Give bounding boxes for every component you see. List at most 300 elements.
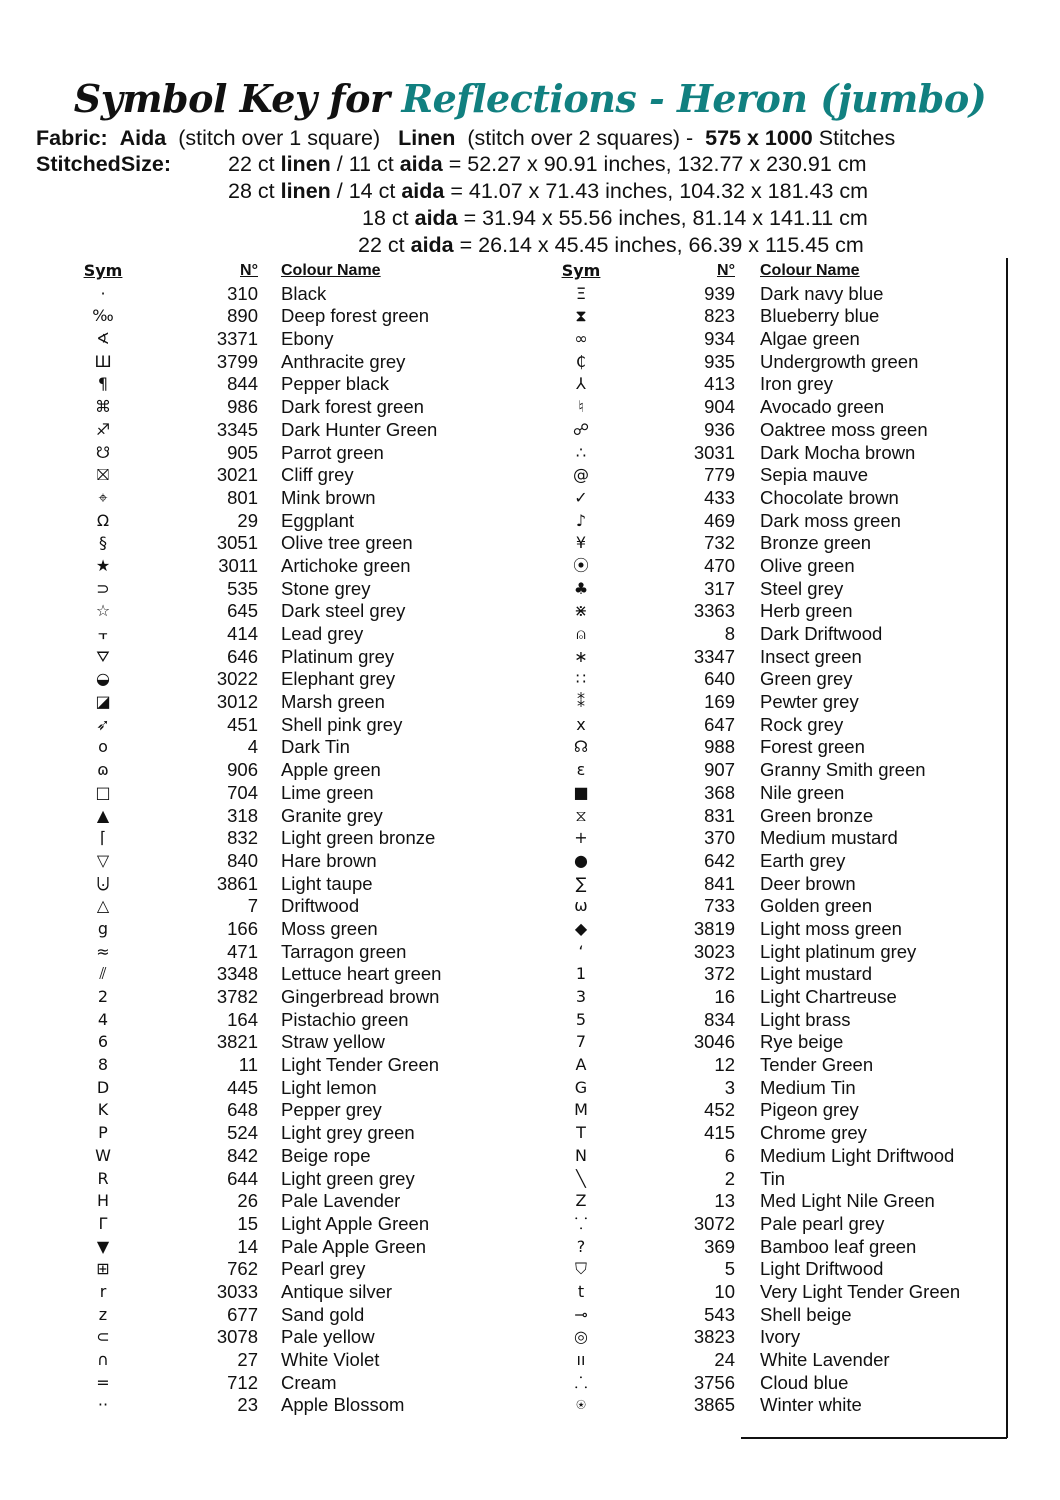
table-row	[70, 1372, 530, 1395]
symbol-icon: ₵	[575, 351, 587, 371]
border-line-horizontal	[741, 1437, 1007, 1439]
thread-number: 415	[704, 1122, 735, 1144]
fabric-linen-note: (stitch over 2 squares) -	[467, 126, 694, 150]
stitched-size-line	[228, 152, 866, 177]
thread-number: 317	[704, 577, 735, 599]
thread-number: 23	[237, 1394, 258, 1416]
colour-name: Pewter grey	[760, 691, 859, 713]
table-row	[70, 827, 530, 850]
colour-name: Dark Mocha brown	[760, 441, 916, 463]
symbol-icon: T	[576, 1123, 586, 1143]
symbol-icon: ⸫	[574, 1372, 588, 1392]
table-row	[70, 396, 530, 419]
table-row	[70, 1168, 530, 1191]
symbol-icon: g	[97, 918, 109, 938]
table-row	[70, 714, 530, 737]
symbol-icon: G	[574, 1077, 588, 1097]
colour-name: Undergrowth green	[760, 350, 919, 372]
table-row	[548, 918, 1008, 941]
symbol-icon: M	[574, 1100, 588, 1120]
table-row	[548, 1099, 1008, 1122]
thread-number: 936	[704, 418, 735, 440]
thread-number: 4	[247, 736, 258, 758]
table-row	[70, 1394, 530, 1417]
colour-name: Chrome grey	[760, 1122, 867, 1144]
colour-name: Pale Lavender	[281, 1190, 401, 1212]
table-row	[70, 623, 530, 646]
thread-number: 3022	[216, 668, 258, 690]
symbol-icon: ☆	[95, 601, 111, 621]
colour-name: Pearl grey	[281, 1258, 366, 1280]
symbol-icon: ⌘	[95, 397, 111, 417]
thread-number: 3821	[216, 1031, 258, 1053]
colour-name: Tarragon green	[281, 940, 407, 962]
colour-name: Tender Green	[760, 1054, 874, 1076]
colour-name: Golden green	[760, 895, 873, 917]
table-row	[548, 373, 1008, 396]
thread-number: 712	[227, 1371, 258, 1393]
thread-number: 644	[227, 1167, 258, 1189]
thread-number: 433	[704, 486, 735, 508]
table-row	[548, 1281, 1008, 1304]
table-row	[548, 873, 1008, 896]
table-row	[70, 963, 530, 986]
table-row	[70, 1145, 530, 1168]
table-header	[70, 260, 530, 283]
colour-name: Granite grey	[281, 804, 383, 826]
thread-number: 3	[724, 1076, 735, 1098]
thread-number: 24	[714, 1349, 735, 1370]
symbol-icon: ∞	[574, 329, 588, 349]
thread-number: 12	[714, 1054, 735, 1076]
symbol-icon: ♮	[578, 397, 584, 417]
thread-number: 906	[227, 759, 258, 781]
thread-number: 11	[238, 1054, 258, 1076]
table-row	[70, 373, 530, 396]
symbol-icon: 5	[575, 1009, 587, 1029]
colour-name: Anthracite grey	[281, 350, 406, 372]
table-row	[70, 941, 530, 964]
symbol-icon: ⊸	[574, 1304, 588, 1324]
colour-name: Marsh green	[281, 691, 385, 713]
symbol-icon: R	[97, 1168, 109, 1188]
thread-number: 27	[237, 1349, 258, 1370]
table-row	[548, 1236, 1008, 1259]
colour-name: Chocolate brown	[760, 486, 899, 508]
colour-name: Dark Tin	[281, 736, 350, 758]
symbol-icon: 1	[575, 964, 587, 984]
symbol-table-right	[548, 260, 1008, 1417]
count: 18 ct	[362, 206, 409, 230]
thread-number: 640	[704, 668, 735, 690]
table-row	[548, 487, 1008, 510]
table-row	[548, 1372, 1008, 1395]
table-row	[70, 510, 530, 533]
thread-number: 3799	[216, 350, 258, 372]
symbol-icon: H	[96, 1191, 110, 1211]
symbol-icon: ıı	[576, 1350, 586, 1369]
thread-number: 3072	[693, 1212, 735, 1234]
header-sym: Sym	[561, 261, 601, 280]
thread-number: 3078	[216, 1326, 258, 1348]
thread-number: 15	[237, 1212, 258, 1234]
table-row	[70, 850, 530, 873]
table-row	[70, 805, 530, 828]
table-row	[548, 1258, 1008, 1281]
thread-number: 10	[714, 1280, 735, 1302]
symbol-icon: ⌈	[99, 828, 107, 848]
colour-name: Dark Driftwood	[760, 623, 883, 644]
thread-number: 471	[227, 940, 258, 962]
symbol-table-left	[70, 260, 530, 1417]
table-row	[548, 351, 1008, 374]
table-row	[70, 668, 530, 691]
colour-name: Insect green	[760, 645, 862, 667]
symbol-icon: ≈	[96, 941, 110, 961]
colour-name: Shell pink grey	[281, 713, 403, 735]
symbol-icon: ∗	[574, 646, 588, 666]
table-row	[70, 442, 530, 465]
table-row	[548, 941, 1008, 964]
table-row	[548, 782, 1008, 805]
symbol-icon: ◆	[574, 918, 588, 938]
fabric-name: aida	[399, 152, 443, 176]
colour-name: Moss green	[281, 917, 378, 939]
symbol-icon: ω	[574, 896, 588, 916]
size-value: = 52.27 x 90.91 inches, 132.77 x 230.91 cm	[448, 152, 867, 176]
colour-name: Medium mustard	[760, 827, 898, 849]
symbol-icon: ⧗	[575, 306, 587, 326]
thread-number: 645	[227, 600, 258, 622]
symbol-icon: ⅄	[576, 374, 586, 394]
colour-name: Light green grey	[281, 1167, 415, 1189]
symbol-icon: ⦿	[572, 555, 589, 575]
colour-name: Very Light Tender Green	[760, 1280, 961, 1302]
table-row	[548, 1190, 1008, 1213]
symbol-icon: @	[573, 465, 589, 485]
symbol-icon: 7	[575, 1032, 587, 1052]
symbol-icon: ⫽	[99, 964, 107, 984]
table-row	[548, 532, 1008, 555]
table-row	[548, 963, 1008, 986]
thread-number: 3782	[216, 986, 258, 1007]
colour-name: Light lemon	[281, 1076, 377, 1098]
symbol-icon: ⋇	[574, 601, 588, 621]
symbol-icon: ɷ	[97, 760, 109, 780]
colour-name: Deer brown	[760, 872, 856, 894]
table-row	[70, 464, 530, 487]
count: 22 ct	[358, 233, 405, 257]
colour-name: Beige rope	[281, 1144, 371, 1166]
thread-number: 832	[227, 827, 258, 849]
fabric-label: Fabric:	[36, 126, 108, 150]
thread-number: 5	[724, 1258, 735, 1280]
colour-name: Light Driftwood	[760, 1258, 884, 1280]
symbol-icon: ⊃	[96, 578, 110, 598]
thread-number: 3023	[693, 940, 735, 962]
colour-name: Stone grey	[281, 577, 371, 599]
symbol-icon: Z	[575, 1191, 587, 1211]
thread-number: 445	[227, 1076, 258, 1098]
colour-name: Blueberry blue	[760, 305, 880, 327]
table-row	[70, 646, 530, 669]
count: 22 ct	[228, 152, 275, 176]
colour-name: Shell beige	[760, 1303, 852, 1325]
table-row	[548, 736, 1008, 759]
colour-name: Platinum grey	[281, 645, 395, 667]
colour-name: Sepia mauve	[760, 464, 868, 486]
colour-name: Eggplant	[281, 509, 355, 531]
symbol-icon: ⊞	[96, 1259, 110, 1279]
header-sym: Sym	[83, 261, 123, 280]
colour-name: Algae green	[760, 328, 860, 350]
colour-name: Mink brown	[281, 486, 376, 508]
thread-number: 704	[227, 781, 258, 803]
thread-number: 164	[227, 1008, 258, 1030]
table-row	[548, 895, 1008, 918]
table-row	[70, 1054, 530, 1077]
table-row	[70, 487, 530, 510]
thread-number: 823	[704, 305, 735, 327]
colour-name: Herb green	[760, 600, 853, 622]
border-line-vertical	[1006, 258, 1008, 1438]
colour-name: Dark Hunter Green	[281, 418, 438, 440]
stitch-count: 575 x 1000	[705, 126, 813, 150]
size-value: = 26.14 x 45.45 inches, 66.39 x 115.45 cm	[459, 233, 864, 257]
thread-number: 524	[227, 1122, 258, 1144]
symbol-icon: r	[99, 1281, 107, 1301]
stitched-size-line	[358, 233, 864, 258]
symbol-icon: 2	[97, 987, 109, 1006]
table-row	[548, 759, 1008, 782]
thread-number: 370	[704, 827, 735, 849]
table-row	[70, 1326, 530, 1349]
symbol-icon: +	[574, 828, 588, 848]
colour-name: Light Chartreuse	[760, 986, 897, 1007]
table-row	[548, 827, 1008, 850]
header-colour-name: Colour Name	[281, 262, 381, 279]
symbol-icon: ɛ	[576, 760, 586, 780]
stitched-size-line	[228, 179, 868, 204]
symbol-icon: 8	[97, 1055, 109, 1075]
symbol-icon: ➶	[96, 714, 110, 734]
colour-name: Dark forest green	[281, 396, 424, 418]
table-row	[548, 464, 1008, 487]
colour-name: Dark navy blue	[760, 282, 884, 304]
stitched-size-line	[362, 206, 868, 231]
symbol-icon: Ω	[96, 510, 110, 530]
colour-name: Earth grey	[760, 849, 846, 871]
table-row	[70, 600, 530, 623]
colour-name: Pale pearl grey	[760, 1212, 885, 1234]
thread-number: 642	[704, 849, 735, 871]
thread-number: 907	[704, 759, 735, 781]
table-row	[70, 1077, 530, 1100]
table-row	[548, 555, 1008, 578]
colour-name: Tin	[760, 1167, 786, 1189]
colour-name: Olive green	[760, 554, 855, 576]
colour-name: Pepper black	[281, 373, 389, 395]
symbol-icon: §	[99, 533, 107, 553]
fabric-info	[36, 126, 895, 151]
symbol-icon: P	[98, 1123, 108, 1143]
table-row	[548, 442, 1008, 465]
colour-name: Deep forest green	[281, 305, 430, 327]
thread-number: 14	[237, 1235, 258, 1257]
colour-name: Gingerbread brown	[281, 986, 440, 1007]
symbol-icon: =	[96, 1372, 110, 1392]
colour-name: Pepper grey	[281, 1099, 382, 1121]
colour-name: Cloud blue	[760, 1371, 849, 1393]
fabric-aida-note: (stitch over 1 square)	[178, 126, 381, 150]
thread-number: 935	[704, 350, 735, 372]
table-row	[70, 1236, 530, 1259]
table-row	[548, 1213, 1008, 1236]
symbol-icon: ·	[100, 283, 106, 303]
thread-number: 890	[227, 305, 258, 327]
symbol-icon: N	[575, 1145, 587, 1165]
table-row	[70, 782, 530, 805]
thread-number: 988	[704, 736, 735, 758]
colour-name: Green grey	[760, 668, 853, 690]
symbol-icon: W	[95, 1145, 111, 1165]
table-row	[70, 1349, 530, 1372]
colour-name: Granny Smith green	[760, 759, 926, 781]
title-prefix: Symbol Key for	[73, 76, 390, 121]
thread-number: 3046	[693, 1031, 735, 1053]
thread-number: 3756	[693, 1371, 735, 1393]
thread-number: 986	[227, 396, 258, 418]
thread-number: 2	[724, 1167, 735, 1189]
symbol-icon: ⁑	[577, 692, 585, 712]
symbol-icon: ◒	[96, 669, 110, 689]
table-row	[548, 578, 1008, 601]
thread-number: 7	[247, 895, 258, 917]
size-value: = 31.94 x 55.56 inches, 81.14 x 141.11 cm	[463, 206, 868, 230]
colour-name: Rock grey	[760, 713, 844, 735]
symbol-icon: ⫟	[98, 624, 108, 643]
colour-name: Light grey green	[281, 1122, 415, 1144]
symbol-icon: ‰	[92, 306, 114, 326]
colour-name: Lettuce heart green	[281, 963, 442, 985]
symbol-icon: t	[577, 1281, 585, 1301]
table-row	[548, 283, 1008, 306]
symbol-icon: □	[95, 782, 111, 802]
symbol-icon: ··	[97, 1395, 109, 1415]
colour-name: Medium Light Driftwood	[760, 1144, 955, 1166]
separator: / 11 ct	[336, 152, 394, 176]
colour-name: Medium Tin	[760, 1076, 856, 1098]
colour-name: Green bronze	[760, 804, 874, 826]
thread-number: 3865	[693, 1394, 735, 1416]
table-row	[70, 1009, 530, 1032]
table-row	[548, 305, 1008, 328]
symbol-icon: ☋	[95, 442, 111, 462]
table-row	[548, 714, 1008, 737]
table-row	[70, 986, 530, 1009]
colour-name: Winter white	[760, 1394, 862, 1416]
colour-name: Parrot green	[281, 441, 384, 463]
fabric-name: aida	[414, 206, 458, 230]
symbol-icon: z	[98, 1304, 108, 1324]
thread-number: 801	[227, 486, 258, 508]
symbol-icon: Ш	[94, 351, 112, 371]
table-row	[70, 305, 530, 328]
symbol-icon: ◎	[574, 1327, 588, 1347]
table-row	[70, 419, 530, 442]
symbol-icon: ∴	[575, 442, 587, 462]
symbol-icon: ●	[574, 850, 588, 870]
symbol-icon: ♐	[95, 419, 111, 439]
colour-name: Ivory	[760, 1326, 801, 1348]
table-row	[548, 1122, 1008, 1145]
table-row	[70, 736, 530, 759]
symbol-icon: ♪	[575, 510, 587, 530]
thread-number: 3861	[216, 872, 258, 894]
fabric-name: linen	[280, 152, 331, 176]
thread-number: 3033	[216, 1280, 258, 1302]
thread-number: 414	[227, 623, 258, 644]
colour-name: Elephant grey	[281, 668, 396, 690]
thread-number: 29	[237, 509, 258, 531]
table-row	[70, 759, 530, 782]
table-header	[548, 260, 1008, 283]
colour-name: Light brass	[760, 1008, 851, 1030]
symbol-icon: ⨃	[96, 873, 110, 893]
colour-name: Iron grey	[760, 373, 834, 395]
thread-number: 6	[724, 1144, 735, 1166]
colour-name: Avocado green	[760, 396, 885, 418]
thread-number: 939	[704, 282, 735, 304]
thread-number: 470	[704, 554, 735, 576]
thread-number: 3345	[216, 418, 258, 440]
colour-name: Hare brown	[281, 849, 377, 871]
thread-number: 647	[704, 713, 735, 735]
thread-number: 368	[704, 781, 735, 803]
thread-number: 535	[227, 577, 258, 599]
symbol-icon: ¶	[97, 374, 109, 394]
table-row	[548, 1304, 1008, 1327]
pattern-name: Reflections - Heron (jumbo)	[401, 76, 987, 121]
table-row	[70, 1099, 530, 1122]
table-row	[548, 1349, 1008, 1372]
symbol-icon: ⍟	[576, 1395, 586, 1415]
table-row	[548, 328, 1008, 351]
stitches-label: Stitches	[818, 126, 896, 150]
table-row	[70, 691, 530, 714]
colour-name: Pigeon grey	[760, 1099, 859, 1121]
thread-number: 8	[724, 623, 735, 644]
symbol-icon: ¥	[575, 533, 587, 553]
thread-number: 905	[227, 441, 258, 463]
table-row	[548, 986, 1008, 1009]
colour-name: Olive tree green	[281, 532, 413, 554]
stitched-size-label: StitchedSize:	[36, 152, 171, 176]
thread-number: 166	[227, 917, 258, 939]
symbol-icon: ☊	[573, 737, 589, 757]
thread-number: 3363	[693, 600, 735, 622]
thread-number: 831	[704, 804, 735, 826]
thread-number: 677	[227, 1303, 258, 1325]
thread-number: 13	[714, 1190, 735, 1212]
symbol-icon: K	[97, 1100, 109, 1120]
colour-name: Steel grey	[760, 577, 844, 599]
colour-name: Artichoke green	[281, 554, 411, 576]
symbol-icon: ★	[95, 555, 111, 575]
table-row	[548, 1009, 1008, 1032]
table-row	[70, 283, 530, 306]
thread-number: 648	[227, 1099, 258, 1121]
